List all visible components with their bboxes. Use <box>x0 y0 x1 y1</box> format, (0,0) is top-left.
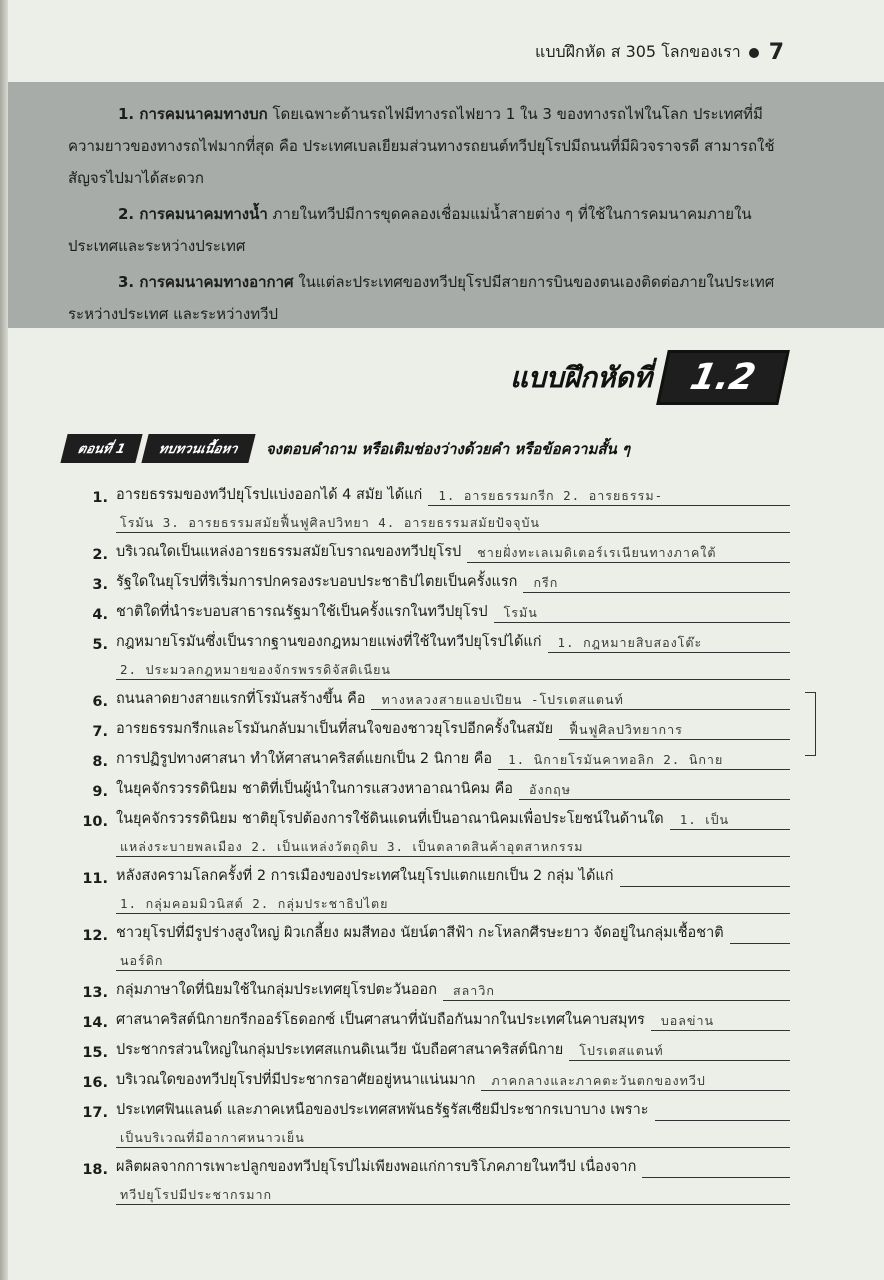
question-number: 13. <box>82 985 108 1001</box>
answer-line[interactable]: บอลข่าน <box>651 1012 790 1031</box>
question-text: กฎหมายโรมันซึ่งเป็นรากฐานของกฎหมายแพ่งที่ใช้ในทวีปยุโรปได้แก่ <box>116 634 542 650</box>
answer-line[interactable] <box>620 886 791 887</box>
question-item <box>0 1148 884 1205</box>
answer-continuation-line[interactable]: เป็นบริเวณที่มีอากาศหนาวเย็น <box>116 1121 790 1148</box>
question-text: หลังสงครามโลกครั้งที่ 2 การเมืองของประเทศในยุโรปแตกแยกเป็น 2 กลุ่ม ได้แก่ <box>116 868 614 884</box>
answer-line[interactable]: สลาวิก <box>443 982 790 1001</box>
question-item <box>0 563 884 593</box>
summary-text: ในแต่ละประเทศของทวีปยุโรปมีสายการบินของตนเองติดต่อภายในประเทศระหว่างประเทศ และระหว่างทวีป <box>68 273 775 323</box>
question-number: 8. <box>92 754 108 770</box>
question-row <box>0 971 884 1001</box>
question-text: กลุ่มภาษาใดที่นิยมใช้ในกลุ่มประเทศยุโรปตะวันออก <box>116 982 438 998</box>
question-item <box>0 593 884 623</box>
question-item <box>0 1031 884 1061</box>
question-text: อารยธรรมของทวีปยุโรปแบ่งออกได้ 4 สมัย ได้แก่ <box>116 487 423 503</box>
question-item <box>0 476 884 533</box>
summary-item <box>68 198 790 262</box>
question-number: 10. <box>82 814 108 830</box>
question-row <box>0 1091 884 1121</box>
question-item <box>0 857 884 914</box>
question-row <box>0 914 884 944</box>
question-row <box>0 1031 884 1061</box>
question-row <box>0 770 884 800</box>
summary-text: ภายในทวีปมีการขุดคลองเชื่อมแม่น้ำสายต่าง ๆ ที่ใช้ในการคมนาคมภายในประเทศและระหว่างประเทศ <box>68 205 752 255</box>
margin-bracket <box>805 692 816 756</box>
question-text: ประเทศฟินแลนด์ และภาคเหนือของประเทศสหพันธรัฐรัสเซียมีประชากรเบาบาง เพราะ <box>116 1102 649 1118</box>
question-row <box>0 710 884 740</box>
question-row <box>0 593 884 623</box>
question-row <box>0 1148 884 1178</box>
answer-line[interactable] <box>655 1120 790 1121</box>
question-number: 4. <box>92 607 108 623</box>
question-number: 18. <box>82 1162 108 1178</box>
section-tag-type: ทบทวนเนื้อหา <box>142 434 256 463</box>
answer-continuation-line[interactable]: โรมัน 3. อารยธรรมสมัยฟื้นฟูศิลปวิทยา 4. อารยธรรมสมัยปัจจุบัน <box>116 506 790 533</box>
exercise-label: แบบฝึกหัดที่ <box>510 360 653 394</box>
answer-line[interactable]: ชายฝั่งทะเลเมดิเตอร์เรเนียนทางภาคใต้ <box>467 544 790 563</box>
question-text: อารยธรรมกรีกและโรมันกลับมาเป็นที่สนใจของชาวยุโรปอีกครั้งในสมัย <box>116 721 554 737</box>
question-row <box>0 476 884 506</box>
summary-heading: 1. การคมนาคมทางบก <box>118 105 268 123</box>
question-item <box>0 1001 884 1031</box>
question-item <box>0 770 884 800</box>
question-item <box>0 971 884 1001</box>
exercise-number: 1.2 <box>656 350 789 405</box>
question-number: 12. <box>82 928 108 944</box>
question-row <box>0 533 884 563</box>
section-bar <box>64 434 630 463</box>
running-title: แบบฝึกหัด ส 305 โลกของเรา <box>535 42 741 61</box>
answer-continuation-line[interactable]: นอร์ดิก <box>116 944 790 971</box>
question-item <box>0 533 884 563</box>
question-text: รัฐใดในยุโรปที่ริเริ่มการปกครองระบอบประชาธิปไตยเป็นครั้งแรก <box>116 574 518 590</box>
summary-heading: 2. การคมนาคมทางน้ำ <box>118 205 268 223</box>
running-header <box>535 40 784 65</box>
answer-line[interactable]: 1. เป็น <box>670 811 790 830</box>
question-list <box>0 476 884 1205</box>
question-number: 15. <box>82 1045 108 1061</box>
question-number: 17. <box>82 1105 108 1121</box>
question-number: 14. <box>82 1015 108 1031</box>
answer-line[interactable]: ภาคกลางและภาคตะวันตกของทวีป <box>481 1072 790 1091</box>
answer-line[interactable]: 1. อารยธรรมกรีก 2. อารยธรรม- <box>428 487 790 506</box>
question-item <box>0 710 884 740</box>
question-row <box>0 740 884 770</box>
question-row <box>0 1001 884 1031</box>
question-number: 9. <box>92 784 108 800</box>
answer-line[interactable] <box>730 943 790 944</box>
answer-line[interactable]: กรีก <box>523 574 790 593</box>
question-item <box>0 914 884 971</box>
question-item <box>0 623 884 680</box>
question-number: 2. <box>92 547 108 563</box>
summary-box <box>8 82 884 328</box>
question-number: 7. <box>92 724 108 740</box>
question-number: 11. <box>82 871 108 887</box>
question-text: ในยุคจักรวรรดินิยม ชาติยุโรปต้องการใช้ดินแดนที่เป็นอาณานิคมเพื่อประโยชน์ในด้านใด <box>116 811 664 827</box>
question-text: ชาติใดที่นำระบอบสาธารณรัฐมาใช้เป็นครั้งแรกในทวีปยุโรป <box>116 604 488 620</box>
answer-continuation-line[interactable]: ทวีปยุโรปมีประชากรมาก <box>116 1178 790 1205</box>
question-row <box>0 1061 884 1091</box>
answer-line[interactable]: โปรเตสแตนท์ <box>569 1042 790 1061</box>
question-item <box>0 800 884 857</box>
summary-text: โดยเฉพาะด้านรถไฟมีทางรถไฟยาว 1 ใน 3 ของทางรถไฟในโลก ประเทศที่มีความยาวของทางรถไฟมากที่สุด คือ ประเทศเบลเยียมส่วนทางรถยนต์ทวีปยุโรปมีถนนที่มีผิวจราจรดี สามารถใช้สัญจรไปมาได้สะดวก <box>68 105 775 187</box>
question-text: ประชากรส่วนใหญ่ในกลุ่มประเทศสแกนดิเนเวีย นับถือศาสนาคริสต์นิกาย <box>116 1042 564 1058</box>
summary-item <box>68 266 790 330</box>
answer-continuation-line[interactable]: 1. กลุ่มคอมมิวนิสต์ 2. กลุ่มประชาธิปไตย <box>116 887 790 914</box>
question-item <box>0 740 884 770</box>
question-text: บริเวณใดเป็นแหล่งอารยธรรมสมัยโบราณของทวีปยุโรป <box>116 544 462 560</box>
question-number: 16. <box>82 1075 108 1091</box>
question-item <box>0 1091 884 1148</box>
question-text: ชาวยุโรปที่มีรูปร่างสูงใหญ่ ผิวเกลี้ยง ผมสีทอง นัยน์ตาสีฟ้า กะโหลกศีรษะยาว จัดอยู่ในกลุ่มเชื้อชาติ <box>116 925 724 941</box>
answer-line[interactable] <box>642 1177 790 1178</box>
question-number: 5. <box>92 637 108 653</box>
summary-item <box>68 98 790 194</box>
question-text: ผลิตผลจากการเพาะปลูกของทวีปยุโรปไม่เพียงพอแก่การบริโภคภายในทวีป เนื่องจาก <box>116 1159 637 1175</box>
summary-heading: 3. การคมนาคมทางอากาศ <box>118 273 294 291</box>
answer-line[interactable]: อังกฤษ <box>519 781 790 800</box>
question-number: 6. <box>92 694 108 710</box>
answer-continuation-line[interactable]: 2. ประมวลกฎหมายของจักรพรรดิจัสติเนียน <box>116 653 790 680</box>
answer-line[interactable]: 1. กฎหมายสิบสองโต๊ะ <box>548 634 790 653</box>
section-instruction: จงตอบคำถาม หรือเติมช่องว่างด้วยคำ หรือข้อความสั้น ๆ <box>265 439 631 458</box>
question-text: ศาสนาคริสต์นิกายกรีกออร์โธดอกซ์ เป็นศาสนาที่นับถือกันมากในประเทศในคาบสมุทร <box>116 1012 645 1028</box>
question-row <box>0 857 884 887</box>
question-text: ในยุคจักรวรรดินิยม ชาติที่เป็นผู้นำในการแสวงหาอาณานิคม คือ <box>116 781 513 797</box>
question-text: ถนนลาดยางสายแรกที่โรมันสร้างขึ้น คือ <box>116 691 366 707</box>
question-number: 3. <box>92 577 108 593</box>
answer-line[interactable]: ทางหลวงสายแอปเปียน -โปรเตสแตนท์ <box>371 691 790 710</box>
page-number: 7 <box>768 40 784 65</box>
question-text: การปฏิรูปทางศาสนา ทำให้ศาสนาคริสต์แยกเป็น 2 นิกาย คือ <box>116 751 493 767</box>
exercise-title <box>510 350 784 405</box>
question-item <box>0 680 884 710</box>
question-row <box>0 800 884 830</box>
answer-line[interactable]: 1. นิกายโรมันคาทอลิก 2. นิกาย <box>498 751 790 770</box>
question-text: บริเวณใดของทวีปยุโรปที่มีประชากรอาศัยอยู่หนาแน่นมาก <box>116 1072 476 1088</box>
question-row <box>0 623 884 653</box>
answer-line[interactable]: ฟื้นฟูศิลปวิทยาการ <box>559 721 790 740</box>
answer-line[interactable]: โรมัน <box>494 604 790 623</box>
answer-continuation-line[interactable]: แหล่งระบายพลเมือง 2. เป็นแหล่งวัตถุดิบ 3. เป็นตลาดสินค้าอุตสาหกรรม <box>116 830 790 857</box>
question-item <box>0 1061 884 1091</box>
section-tag-part: ตอนที่ 1 <box>60 434 143 463</box>
question-number: 1. <box>92 490 108 506</box>
question-row <box>0 680 884 710</box>
question-row <box>0 563 884 593</box>
bullet-icon <box>749 48 759 58</box>
